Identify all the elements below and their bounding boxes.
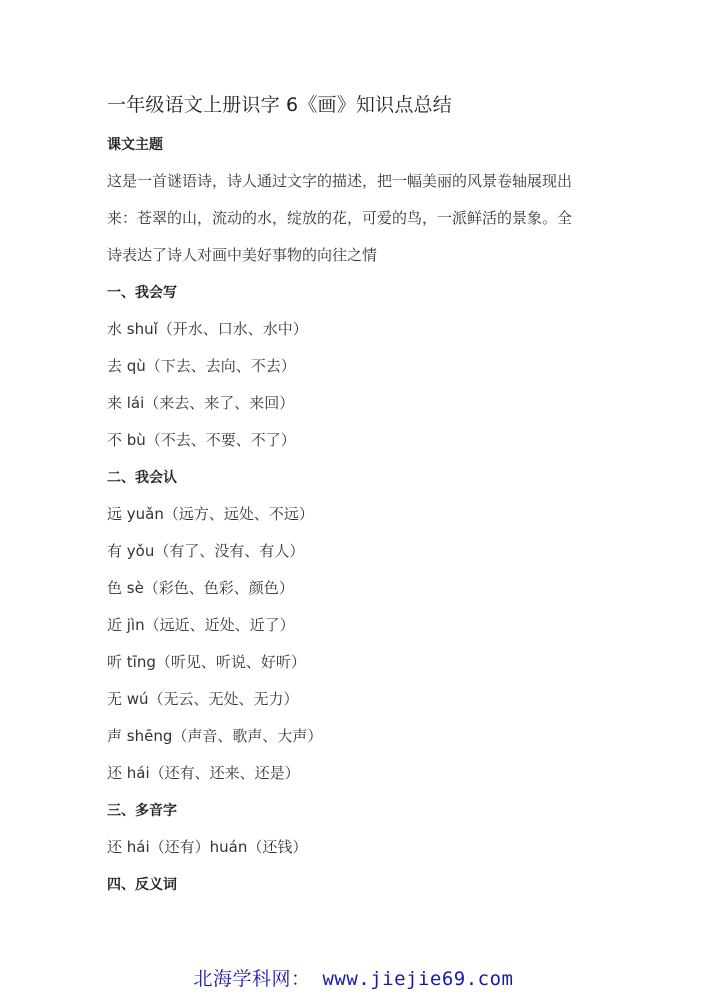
recognize-item: 听 tīng（听见、听说、好听） [107, 653, 306, 671]
polyphone-item: 还 hái（还有）huán（还钱） [107, 838, 308, 856]
theme-line-2: 来：苍翠的山，流动的水，绽放的花，可爱的鸟，一派鲜活的景象。全 [107, 209, 573, 227]
recognize-item: 近 jìn（远近、近处、近了） [107, 616, 295, 634]
recognize-item: 声 shēng（声音、歌声、大声） [107, 727, 323, 745]
section-heading-polyphone: 三、多音字 [107, 803, 177, 819]
recognize-item: 色 sè（彩色、色彩、颜色） [107, 579, 294, 597]
recognize-item: 远 yuǎn（远方、远处、不远） [107, 505, 314, 523]
recognize-item: 无 wú（无云、无处、无力） [107, 690, 299, 708]
section-heading-antonym: 四、反义词 [107, 877, 177, 893]
page-title: 一年级语文上册识字 6《画》知识点总结 [107, 94, 452, 116]
section-heading-recognize: 二、我会认 [107, 470, 177, 486]
section-heading-theme: 课文主题 [107, 137, 163, 153]
footer-watermark: 北海学科网： www.jiejie69.com [193, 968, 514, 990]
recognize-item: 有 yǒu（有了、没有、有人） [107, 542, 305, 560]
write-item: 去 qù（下去、去向、不去） [107, 357, 296, 375]
write-item: 来 lái（来去、来了、来回） [107, 394, 295, 412]
theme-line-1: 这是一首谜语诗，诗人通过文字的描述，把一幅美丽的风景卷轴展现出 [107, 172, 573, 190]
write-item: 不 bù（不去、不要、不了） [107, 431, 296, 449]
section-heading-write: 一、我会写 [107, 285, 177, 301]
theme-line-3: 诗表达了诗人对画中美好事物的向往之情 [107, 246, 378, 264]
recognize-item: 还 hái（还有、还来、还是） [107, 764, 300, 782]
write-item: 水 shuǐ（开水、口水、水中） [107, 320, 308, 338]
